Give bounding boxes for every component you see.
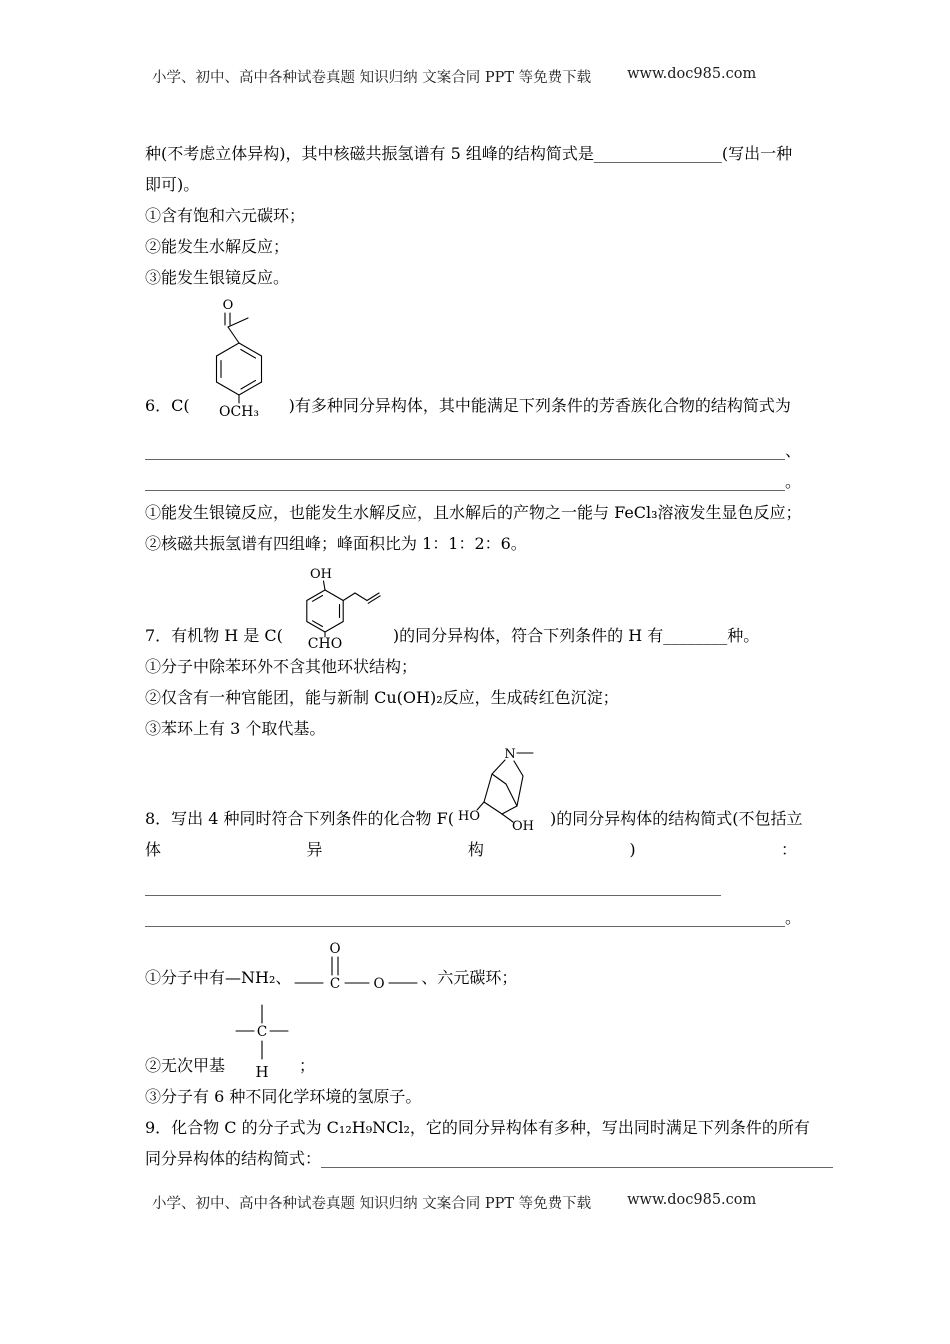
q8-answer-blank-2: ________________________________________________________________________________。 <box>145 908 801 927</box>
q8-cond2-suffix: ； <box>299 1056 316 1075</box>
q8-cond2-prefix: ②无次甲基 <box>145 1056 226 1075</box>
q7-suffix: )的同分异构体，符合下列条件的 H 有________种。 <box>392 626 760 645</box>
hydroxyl-label: OH <box>309 567 332 582</box>
q8-spread-char: ： <box>780 840 797 859</box>
structure-methine-group <box>227 1001 297 1081</box>
header-site-url: www.doc985.com <box>627 66 757 82</box>
amine-n-label: N <box>504 747 516 762</box>
structure-methoxyacetophenone <box>192 293 287 421</box>
methoxy-label: OCH₃ <box>218 404 259 420</box>
q7-condition-1: ①分子中除苯环外不含其他环状结构； <box>145 657 418 676</box>
q8-spread-char: 体 <box>145 840 162 859</box>
methine-c-label: C <box>256 1024 268 1040</box>
footer-promo-text: 小学、初中、高中各种试卷真题 知识归纳 文案合同 PPT 等免费下载 <box>152 1196 592 1212</box>
q6-stem-row <box>145 293 817 421</box>
q6-answer-blank-1: ________________________________________________________________________________、 <box>145 441 801 460</box>
ester-c-label: C <box>330 976 341 992</box>
carbonyl-o-label: O <box>222 298 234 313</box>
footer-site-url: www.doc985.com <box>627 1192 757 1208</box>
q9-line2: 同分异构体的结构简式：________________________________________________________________ <box>145 1149 834 1168</box>
q5-line1: 种(不考虑立体异构)，其中核磁共振氢谱有 5 组峰的结构简式是________________(写出一种 <box>145 144 793 163</box>
bond-lines <box>295 957 417 983</box>
q6-suffix: )有多种同分异构体，其中能满足下列条件的芳香族化合物的结构简式为 <box>288 396 791 415</box>
q5-condition-3: ③能发生银镜反应。 <box>145 268 290 287</box>
aldehyde-label: CHO <box>307 636 343 651</box>
hydroxyl-right-label: OH <box>511 819 534 834</box>
structure-allylphenol-carbaldehyde <box>285 565 391 651</box>
q9-line1: 9．化合物 C 的分子式为 C₁₂H₉NCl₂，它的同分异构体有多种，写出同时满足下列条件的所有 <box>145 1118 810 1137</box>
q8-suffix: )的同分异构体的结构简式(不包括立 <box>549 809 803 828</box>
q6-condition-2: ②核磁共振氢谱有四组峰；峰面积比为 1：1：2：6。 <box>145 534 527 553</box>
q7-condition-2: ②仅含有一种官能团，能与新制 Cu(OH)₂反应，生成砖红色沉淀； <box>145 688 619 707</box>
q7-condition-3: ③苯环上有 3 个取代基。 <box>145 719 326 738</box>
q6-prefix: 6．C( <box>145 396 190 415</box>
q8-justified-line <box>145 834 797 865</box>
page-footer <box>152 1192 840 1213</box>
q7-stem-row <box>145 565 817 651</box>
q5-condition-2: ②能发生水解反应； <box>145 237 290 256</box>
ester-o-label: O <box>373 976 385 992</box>
q8-condition-2-row <box>145 1001 817 1081</box>
bond-lines <box>216 313 261 403</box>
q5-line2: 即可)。 <box>145 175 200 194</box>
bond-lines <box>307 581 380 637</box>
q6-answer-blank-2: ________________________________________________________________________________。 <box>145 472 801 491</box>
q6-condition-1: ①能发生银镜反应，也能发生水解反应，且水解后的产物之一能与 FeCl₃溶液发生显色反应； <box>145 503 802 522</box>
q5-condition-1: ①含有饱和六元碳环； <box>145 206 306 225</box>
q8-stem-row <box>145 744 817 834</box>
q8-cond1-prefix: ①分子中有—NH₂、 <box>145 968 292 987</box>
page-header <box>152 66 840 87</box>
header-promo-text: 小学、初中、高中各种试卷真题 知识归纳 文案合同 PPT 等免费下载 <box>152 70 592 86</box>
structure-bicyclic-aminodiol <box>456 744 548 834</box>
structure-ester-group <box>293 939 419 993</box>
q8-condition-1-row <box>145 939 817 993</box>
q8-spread-char: ) <box>629 840 636 859</box>
q7-prefix: 7．有机物 H 是 C( <box>145 626 283 645</box>
methine-h-label: H <box>255 1063 269 1081</box>
hydroxyl-left-label: HO <box>457 809 480 824</box>
q8-spread-char: 构 <box>467 840 484 859</box>
bond-lines <box>477 753 533 822</box>
q8-cond1-suffix: 、六元碳环； <box>421 968 518 987</box>
q8-answer-blank-1: ________________________________________________________________________ <box>145 877 721 896</box>
q8-prefix: 8．写出 4 种同时符合下列条件的化合物 F( <box>145 809 454 828</box>
document-body <box>145 138 834 1174</box>
q8-spread-char: 异 <box>306 840 323 859</box>
ester-carbonyl-o-label: O <box>329 941 341 957</box>
q8-condition-3: ③分子有 6 种不同化学环境的氢原子。 <box>145 1087 422 1106</box>
